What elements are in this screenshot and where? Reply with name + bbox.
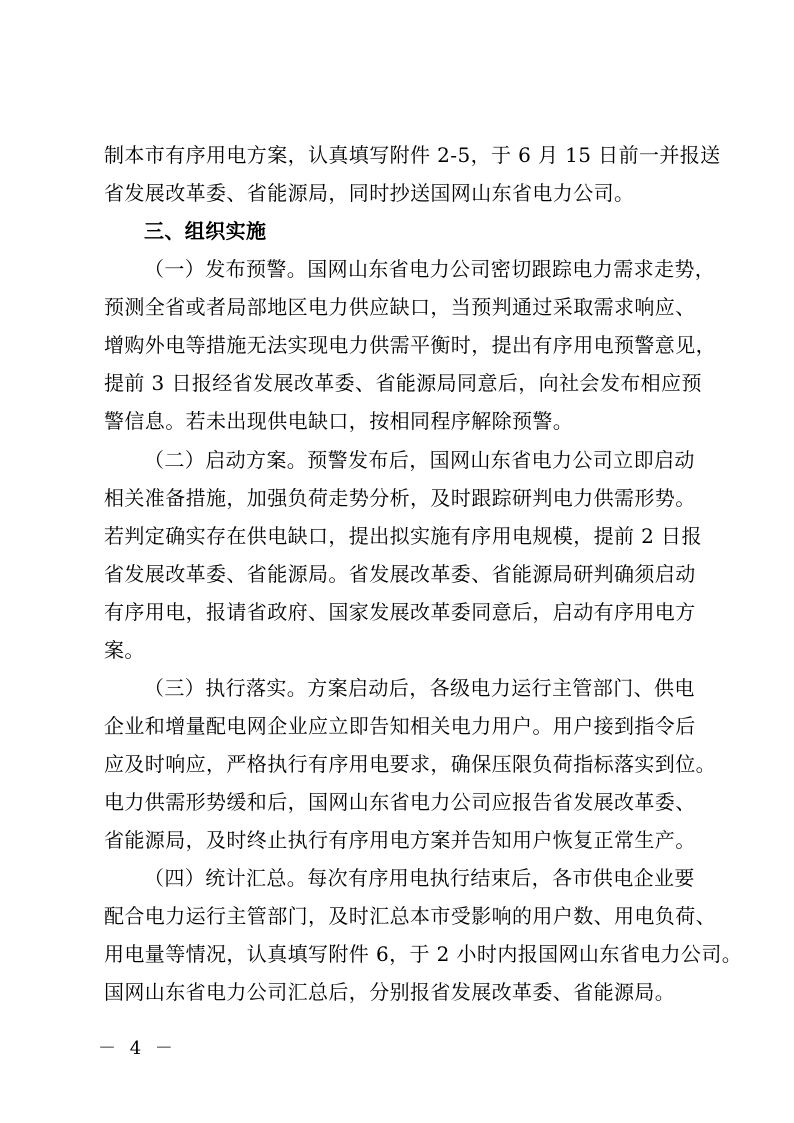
paragraph-line: 用电量等情况，认真填写附件 6，于 2 小时内报国网山东省电力公司。 [104, 942, 743, 966]
paragraph-line: 预测全省或者局部地区电力供应缺口，当预判通过采取需求响应、 [104, 295, 696, 319]
paragraph-line: 提前 3 日报经省发展改革委、省能源局同意后，向社会发布相应预 [104, 371, 702, 395]
paragraph-line: 警信息。若未出现供电缺口，按相同程序解除预警。 [104, 409, 574, 433]
paragraph-line: 企业和增量配电网企业应立即告知相关电力用户。用户接到指令后 [104, 714, 696, 738]
paragraph-line: 案。 [104, 638, 145, 662]
paragraph-line: 若判定确实存在供电缺口，提出拟实施有序用电规模，提前 2 日报 [104, 524, 702, 548]
paragraph-line: 配合电力运行主管部门，及时汇总本市受影响的用户数、用电负荷、 [104, 904, 716, 928]
paragraph-line: 有序用电，报请省政府、国家发展改革委同意后，启动有序用电方 [104, 600, 696, 624]
paragraph-line: 省发展改革委、省能源局，同时抄送国网山东省电力公司。 [104, 181, 635, 205]
paragraph-line: （三）执行落实。方案启动后，各级电力运行主管部门、供电 [144, 676, 695, 700]
paragraph-line: 电力供需形势缓和后，国网山东省电力公司应报告省发展改革委、 [104, 790, 696, 814]
paragraph-line: 省能源局，及时终止执行有序用电方案并告知用户恢复正常生产。 [104, 828, 696, 852]
paragraph-line: （四）统计汇总。每次有序用电执行结束后，各市供电企业要 [144, 866, 695, 890]
paragraph-line: 增购外电等措施无法实现电力供需平衡时，提出有序用电预警意见， [104, 333, 716, 357]
paragraph-line: 应及时响应，严格执行有序用电要求，确保压限负荷指标落实到位。 [104, 752, 716, 776]
paragraph-line: （二）启动方案。预警发布后，国网山东省电力公司立即启动 [144, 448, 695, 472]
paragraph-line: 相关准备措施，加强负荷走势分析，及时跟踪研判电力供需形势。 [104, 486, 696, 510]
paragraph-line: 制本市有序用电方案，认真填写附件 2-5，于 6 月 15 日前一并报送 [104, 143, 721, 167]
section-heading: 三、组织实施 [144, 219, 267, 243]
paragraph-line: 省发展改革委、省能源局。省发展改革委、省能源局研判确须启动 [104, 562, 696, 586]
paragraph-line: 国网山东省电力公司汇总后，分别报省发展改革委、省能源局。 [104, 980, 676, 1004]
page-number: － 4 － [98, 1038, 177, 1059]
paragraph-line: （一）发布预警。国网山东省电力公司密切跟踪电力需求走势， [144, 257, 716, 281]
